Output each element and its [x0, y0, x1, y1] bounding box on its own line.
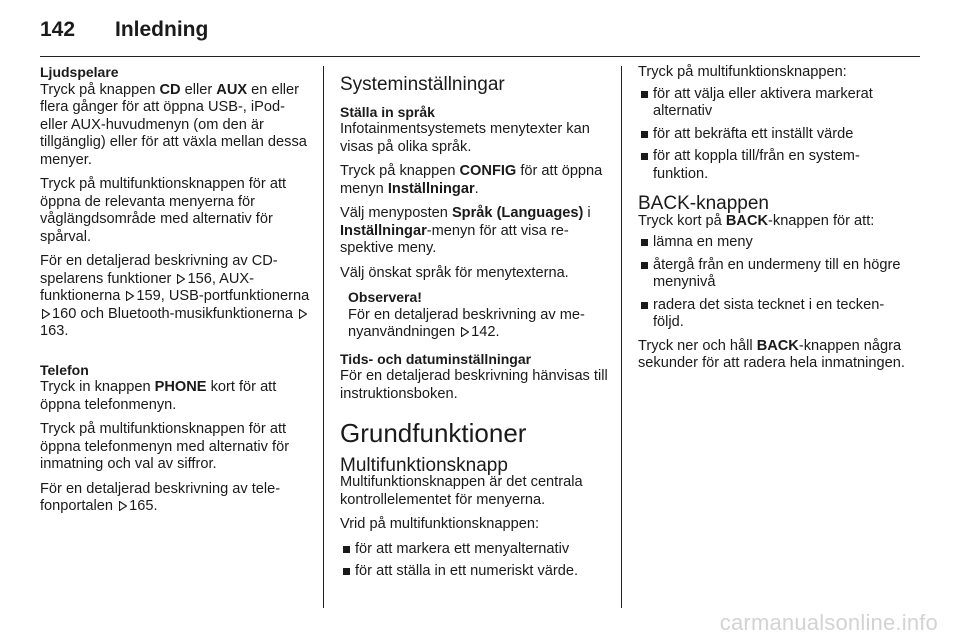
bullet-icon — [343, 546, 350, 553]
ref-link[interactable]: 159, USB-portfunktionerna — [136, 288, 310, 304]
page-header — [40, 18, 208, 50]
basic-functions-heading: Grundfunktioner — [340, 418, 527, 448]
column-divider — [621, 66, 622, 608]
list-item: för att markera ett menyalternativ — [340, 541, 612, 559]
time-subheading: Tids- och datuminställningar — [340, 350, 532, 367]
back-button-heading: BACK-knappen — [638, 193, 769, 214]
column-3 — [638, 64, 908, 380]
page-ref-arrow-icon — [461, 327, 469, 337]
back-intro: Tryck kort på BACK-knappen för att: — [638, 212, 875, 229]
page-ref-arrow-icon — [42, 309, 50, 319]
press-intro: Tryck på multifunktionsknappen: — [638, 64, 847, 80]
list-item: för att koppla till/från en systemfunktion. — [638, 148, 908, 183]
language-paragraph-4: Välj önskat språk för menytexterna. — [340, 264, 569, 281]
phone-paragraph-3: För en detaljerad beskrivning av telefonportalen 165. — [40, 480, 281, 514]
watermark: carmanualsonline.info — [719, 610, 938, 635]
list-item: lämna en meny — [638, 234, 908, 252]
turn-list — [340, 541, 612, 581]
language-paragraph-3: Välj menyposten Språk (Languages) i Inställningar-menyn för att visa respektive meny. — [340, 205, 591, 256]
list-item: för att bekräfta ett inställt värde — [638, 126, 908, 144]
multifunction-paragraph-2: Vrid på multifunktionsknappen: — [340, 516, 540, 532]
phone-paragraph-2: Tryck på multifunktionsknappen för att öppna telefonmenyn med alternativ för inmatning och val av siffror. — [40, 421, 290, 472]
multifunction-knob-heading: Multifunktionsknapp — [340, 454, 508, 476]
player-paragraph-1: Tryck på knappen CD eller AUX en eller flera gånger för att öppna USB-, iPod- eller AUX-huvudmenyn (om den är tillgänglig) eller för att växla mellan dessa menyer. — [40, 81, 307, 168]
bullet-icon — [641, 239, 648, 246]
column-1 — [40, 64, 310, 523]
system-settings-heading: Systeminställningar — [340, 74, 505, 95]
player-paragraph-3: För en detaljerad beskrivning av CD-spelarens funktioner 156, AUX-funktionerna 159, USB-portfunktionerna 160 och Bluetooth-musikfunktionerna 163. — [40, 253, 310, 339]
page-ref-arrow-icon — [119, 501, 127, 511]
bullet-icon — [641, 153, 648, 160]
page-ref-arrow-icon — [177, 274, 185, 284]
bullet-icon — [641, 262, 648, 269]
page-ref-arrow-icon — [126, 291, 134, 301]
player-heading: Ljudspelare — [40, 64, 119, 80]
ref-link[interactable]: 142. — [471, 324, 500, 340]
multifunction-paragraph-1: Multifunktionsknappen är det centrala kontrollelementet för menyerna. — [340, 474, 583, 508]
ref-link[interactable]: 165. — [129, 498, 158, 514]
list-item: för att ställa in ett numeriskt värde. — [340, 563, 612, 581]
list-item: återgå från en undermeny till en högre menynivå — [638, 257, 908, 292]
bullet-icon — [343, 568, 350, 575]
phone-paragraph-1: Tryck in knappen PHONE kort för att öppna telefonmenyn. — [40, 379, 277, 413]
page-ref-arrow-icon — [299, 309, 307, 319]
player-paragraph-2: Tryck på multifunktionsknappen för att öppna de relevanta menyerna för våglängdsområde med alternativ för spårval. — [40, 176, 287, 245]
phone-heading: Telefon — [40, 361, 89, 378]
bullet-icon — [641, 131, 648, 138]
ref-link[interactable]: 160 och Bluetooth-musikfunktionerna — [52, 305, 298, 322]
bullet-icon — [641, 91, 648, 98]
language-subheading: Ställa in språk — [340, 103, 435, 120]
ref-link[interactable]: 163. — [40, 323, 69, 339]
page-title: Inledning — [115, 18, 209, 41]
language-paragraph-2: Tryck på knappen CONFIG för att öppna menyn Inställningar. — [340, 163, 603, 197]
column-divider — [323, 66, 324, 608]
bullet-icon — [641, 302, 648, 309]
page-number: 142 — [40, 18, 76, 41]
ref-link[interactable]: 156, AUX-funktionerna — [40, 270, 255, 304]
header-rule — [40, 56, 920, 57]
note-box — [340, 289, 612, 342]
note-title: Observera! — [348, 289, 422, 305]
note-text: För en detaljerad beskrivning av menyanvändningen 142. — [348, 306, 585, 340]
column-2 — [340, 64, 612, 587]
list-item: för att välja eller aktivera markerat alternativ — [638, 86, 908, 121]
back-paragraph: Tryck ner och håll BACK-knappen några sekunder för att radera hela inmatningen. — [638, 337, 905, 371]
language-paragraph-1: Infotainmentsystemets menytexter kan visas på olika språk. — [340, 121, 590, 155]
list-item: radera det sista tecknet i en teckenföljd. — [638, 297, 908, 332]
time-paragraph: För en detaljerad beskrivning hänvisas till instruktionsboken. — [340, 368, 608, 402]
back-list — [638, 234, 908, 332]
press-list — [638, 86, 908, 184]
